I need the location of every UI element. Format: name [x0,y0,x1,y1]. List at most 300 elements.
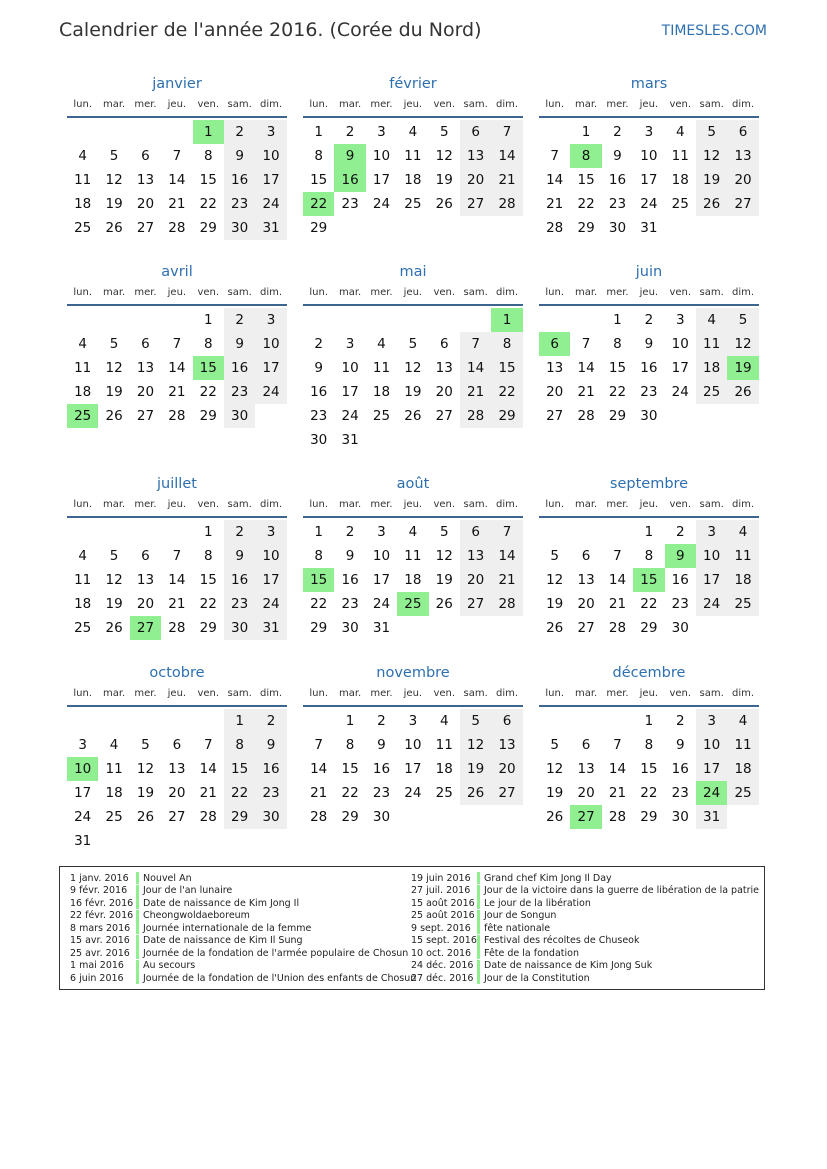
day: 13 [136,172,155,188]
weekday-label: sam. [227,688,252,699]
day: 22 [491,380,522,404]
day: 28 [310,809,328,825]
day: 25 [74,220,92,236]
legend-name: Nouvel An [143,872,192,884]
weekday-label: lun. [73,688,93,699]
day: 14 [199,761,217,777]
day: 25 [696,380,727,404]
weekday-label: jeu. [167,287,187,298]
day: 14 [608,761,627,777]
day: 16 [671,761,689,777]
empty-cell [161,709,192,733]
legend-name: Au secours [143,960,196,972]
day: 21 [168,196,186,212]
day: 23 [671,596,689,612]
day: 6 [141,548,150,564]
day: 26 [404,408,422,424]
legend-item [70,872,416,885]
day: 27 [577,620,595,636]
day: 24 [255,380,286,404]
day: 13 [168,761,186,777]
day: 29 [491,404,522,428]
weekday-label: lun. [545,287,565,298]
day: 25 [671,196,689,212]
day: 22 [224,781,255,805]
day: 20 [168,785,186,801]
day: 31 [255,616,286,640]
weekday-label: jeu. [167,688,187,699]
empty-cell [539,520,570,544]
day: 12 [546,761,564,777]
day: 9 [644,336,654,352]
weekday-label: mer. [606,688,629,699]
legend-name: Journée de la fondation de l'armée populaire de Chosun [143,947,409,959]
day: 28 [491,192,522,216]
empty-cell [460,308,491,332]
day: 7 [491,520,522,544]
day: 8 [644,737,654,753]
legend-item [70,922,416,935]
weekday-label: mer. [134,287,157,298]
weekday-header [539,96,759,118]
day: 24 [341,408,359,424]
day: 3 [345,336,355,352]
empty-cell [429,308,460,332]
day: 2 [224,520,255,544]
day: 17 [640,172,658,188]
day: 15 [577,172,595,188]
day: 10 [404,737,422,753]
empty-cell [67,308,98,332]
day: 18 [696,356,727,380]
legend-date: 8 mars 2016 [70,922,131,934]
month-name: juillet [157,476,197,492]
weekday-header [303,496,523,518]
day: 24 [671,384,689,400]
day: 20 [136,596,155,612]
day: 19 [136,785,155,801]
day: 31 [255,216,286,240]
legend-name: Journée de la fondation de l'Union des enfants de Chosun [143,972,417,984]
legend-item [411,960,759,973]
day: 5 [141,737,150,753]
legend-marker [136,960,139,972]
day: 12 [435,548,453,564]
month-name: juin [635,264,663,280]
day: 29 [608,408,627,424]
day: 29 [310,220,328,236]
empty-cell [130,308,161,332]
weekday-label: ven. [197,287,220,298]
day: 28 [168,220,186,236]
legend-date: 27 déc. 2016 [411,972,474,984]
day: 8 [491,332,522,356]
day: 8 [345,737,355,753]
holiday-day: 22 [303,192,334,216]
day: 30 [671,620,689,636]
weekday-label: ven. [669,688,692,699]
day: 20 [435,384,453,400]
day: 10 [255,332,286,356]
day: 14 [608,572,627,588]
day: 20 [577,596,595,612]
day: 22 [640,596,658,612]
day: 19 [546,596,564,612]
day: 11 [105,761,123,777]
day: 28 [546,220,564,236]
day: 28 [577,408,595,424]
legend-date: 15 sept. 2016 [411,935,477,947]
brand-link[interactable]: TIMESLES.COM [661,23,767,39]
day: 29 [199,408,217,424]
day: 1 [203,524,213,540]
empty-cell [602,709,633,733]
day: 2 [255,709,286,733]
day: 22 [608,384,627,400]
day: 1 [224,709,255,733]
day: 31 [640,220,658,236]
day: 2 [675,713,685,729]
legend-item [411,922,759,935]
day: 18 [435,761,453,777]
weekday-label: lun. [309,99,329,110]
empty-cell [193,709,224,733]
legend-item [70,972,416,985]
weekday-label: mer. [370,287,393,298]
weekday-label: jeu. [403,287,423,298]
day: 14 [168,172,186,188]
day: 29 [199,220,217,236]
day: 8 [613,336,622,352]
day: 22 [310,596,328,612]
day: 10 [696,544,727,568]
day: 31 [696,805,727,829]
day: 20 [577,785,595,801]
day: 24 [696,592,727,616]
day: 28 [168,408,186,424]
day: 10 [372,148,391,164]
empty-cell [130,709,161,733]
day: 15 [224,757,255,781]
weekday-label: mer. [606,99,629,110]
weekday-label: sam. [699,499,724,510]
weekday-label: sam. [699,287,724,298]
weekday-label: mar. [102,688,126,699]
weekday-label: lun. [545,499,565,510]
weekday-label: mer. [134,499,157,510]
day: 7 [172,336,182,352]
day: 16 [310,384,328,400]
day: 9 [314,360,323,376]
day: 4 [78,336,87,352]
legend-item [411,910,759,923]
day: 27 [136,220,155,236]
day: 26 [546,620,564,636]
day: 16 [224,356,255,380]
day-grid [539,520,759,640]
day: 29 [341,809,359,825]
legend-date: 15 avr. 2016 [70,935,130,947]
weekday-label: dim. [260,688,283,699]
day: 9 [345,548,355,564]
day: 15 [310,172,328,188]
day-grid [67,308,287,428]
day: 24 [74,809,92,825]
day: 4 [727,520,758,544]
day: 5 [550,548,559,564]
legend-name: Grand chef Kim Jong Il Day [484,872,612,884]
day-grid [303,120,523,240]
day: 30 [224,404,255,428]
weekday-label: mar. [338,287,362,298]
day: 12 [105,572,123,588]
day: 10 [255,544,286,568]
day: 17 [255,568,286,592]
day: 14 [491,544,522,568]
day: 25 [435,785,453,801]
empty-cell [539,308,570,332]
weekday-label: lun. [73,99,93,110]
weekday-label: sam. [463,499,488,510]
day: 24 [372,596,391,612]
day: 20 [727,168,758,192]
day: 15 [341,761,359,777]
month-0 [67,72,287,240]
weekday-header [67,496,287,518]
month-name: septembre [609,476,689,492]
holiday-day: 16 [334,168,365,192]
day: 28 [491,592,522,616]
day: 18 [404,572,422,588]
legend-marker [477,935,480,947]
day: 7 [172,548,182,564]
day: 11 [404,548,422,564]
day: 16 [224,168,255,192]
weekday-label: mer. [606,499,629,510]
day: 12 [105,360,123,376]
empty-cell [334,308,365,332]
day: 29 [199,620,217,636]
day: 26 [435,196,453,212]
day: 8 [203,548,213,564]
legend-item [411,935,759,948]
day: 16 [224,568,255,592]
weekday-label: ven. [197,688,220,699]
day: 7 [613,737,622,753]
legend-item [411,872,759,885]
weekday-label: sam. [227,99,252,110]
day: 18 [74,596,92,612]
legend-name: fête nationale [484,922,551,934]
weekday-label: lun. [545,688,565,699]
weekday-label: mer. [370,499,393,510]
legend-date: 25 avr. 2016 [70,947,130,959]
day: 1 [345,713,355,729]
day: 3 [644,124,654,140]
day: 18 [727,568,758,592]
day: 2 [377,713,386,729]
month-name: janvier [152,76,202,92]
holiday-day: 19 [727,356,758,380]
day: 30 [224,616,255,640]
weekday-label: lun. [309,499,329,510]
weekday-label: ven. [669,99,692,110]
weekday-header [539,496,759,518]
day: 21 [608,596,627,612]
day: 11 [435,737,453,753]
legend-marker [136,935,139,947]
day: 21 [199,785,217,801]
day: 13 [460,144,491,168]
weekday-label: mar. [102,499,126,510]
legend-name: Jour de la Constitution [484,972,590,984]
weekday-label: ven. [433,499,456,510]
empty-cell [98,520,129,544]
day: 18 [74,196,92,212]
day: 4 [408,124,418,140]
day: 2 [224,308,255,332]
day: 23 [671,785,689,801]
day: 12 [546,572,564,588]
weekday-label: mar. [574,287,598,298]
day: 25 [727,781,758,805]
legend-date: 15 août 2016 [411,897,475,909]
day: 1 [581,124,591,140]
day: 6 [460,520,491,544]
day: 10 [372,548,391,564]
day-grid [303,709,523,829]
month-name: mai [399,264,427,280]
day: 18 [74,384,92,400]
day: 2 [314,336,323,352]
legend-item [70,947,416,960]
empty-cell [67,120,98,144]
day: 1 [644,524,654,540]
day-grid [303,520,523,640]
day: 4 [109,737,119,753]
day: 17 [341,384,359,400]
day: 15 [199,172,217,188]
day: 6 [141,148,150,164]
day: 10 [255,144,286,168]
day: 13 [491,733,522,757]
day: 13 [435,360,453,376]
day: 24 [640,196,658,212]
day: 13 [136,360,155,376]
day: 30 [224,216,255,240]
empty-cell [98,709,129,733]
legend-date: 1 janv. 2016 [70,872,129,884]
weekday-header [539,284,759,306]
day: 21 [168,384,186,400]
holiday-day: 15 [303,568,334,592]
day: 17 [255,356,286,380]
day: 22 [577,196,595,212]
day: 9 [224,332,255,356]
day: 9 [613,148,622,164]
day: 5 [696,120,727,144]
day: 27 [136,408,155,424]
day: 2 [675,524,685,540]
day: 18 [727,757,758,781]
day-grid [303,308,523,452]
day: 22 [640,785,658,801]
weekday-header [67,96,287,118]
day: 2 [345,524,355,540]
legend-name: Jour de Songun [484,910,557,922]
day: 26 [696,192,727,216]
weekday-label: jeu. [639,99,659,110]
day: 21 [310,785,328,801]
empty-cell [98,308,129,332]
day: 11 [74,572,92,588]
holiday-day: 15 [193,356,224,380]
empty-cell [539,709,570,733]
day: 21 [608,785,627,801]
day: 25 [404,196,422,212]
day: 6 [581,548,591,564]
day: 4 [727,709,758,733]
weekday-label: dim. [496,99,519,110]
day: 25 [372,408,391,424]
empty-cell [98,120,129,144]
day: 23 [372,785,391,801]
legend-item [70,960,416,973]
day: 15 [608,360,627,376]
weekday-label: ven. [433,287,456,298]
day: 14 [168,572,186,588]
day: 29 [310,620,328,636]
day: 9 [675,737,685,753]
month-3 [67,260,287,428]
day: 24 [255,192,286,216]
holiday-day: 9 [334,144,365,168]
month-name: février [389,76,437,92]
day: 26 [105,408,123,424]
day: 12 [727,332,758,356]
day: 1 [314,524,323,540]
month-name: octobre [149,665,205,681]
day: 3 [377,124,386,140]
day: 4 [675,124,685,140]
legend-marker [136,947,139,959]
day: 4 [439,713,449,729]
day: 25 [74,620,92,636]
day: 9 [377,737,386,753]
day: 14 [577,360,595,376]
legend-name: Cheongwoldaeboreum [143,910,250,922]
legend-marker [136,872,139,884]
day: 30 [310,432,328,448]
day: 21 [577,384,595,400]
empty-cell [161,520,192,544]
empty-cell [67,520,98,544]
month-2 [539,72,759,240]
day: 13 [546,360,564,376]
legend-item [70,885,416,898]
legend-date: 16 févr. 2016 [70,897,134,909]
day: 27 [460,192,491,216]
weekday-label: sam. [463,99,488,110]
day: 18 [671,172,689,188]
empty-cell [303,308,334,332]
legend-date: 9 févr. 2016 [70,885,128,897]
day-grid [67,709,287,853]
weekday-label: ven. [197,499,220,510]
day: 12 [404,360,422,376]
legend-name: Date de naissance de Kim Jong Il [143,897,300,909]
legend-marker [477,960,480,972]
